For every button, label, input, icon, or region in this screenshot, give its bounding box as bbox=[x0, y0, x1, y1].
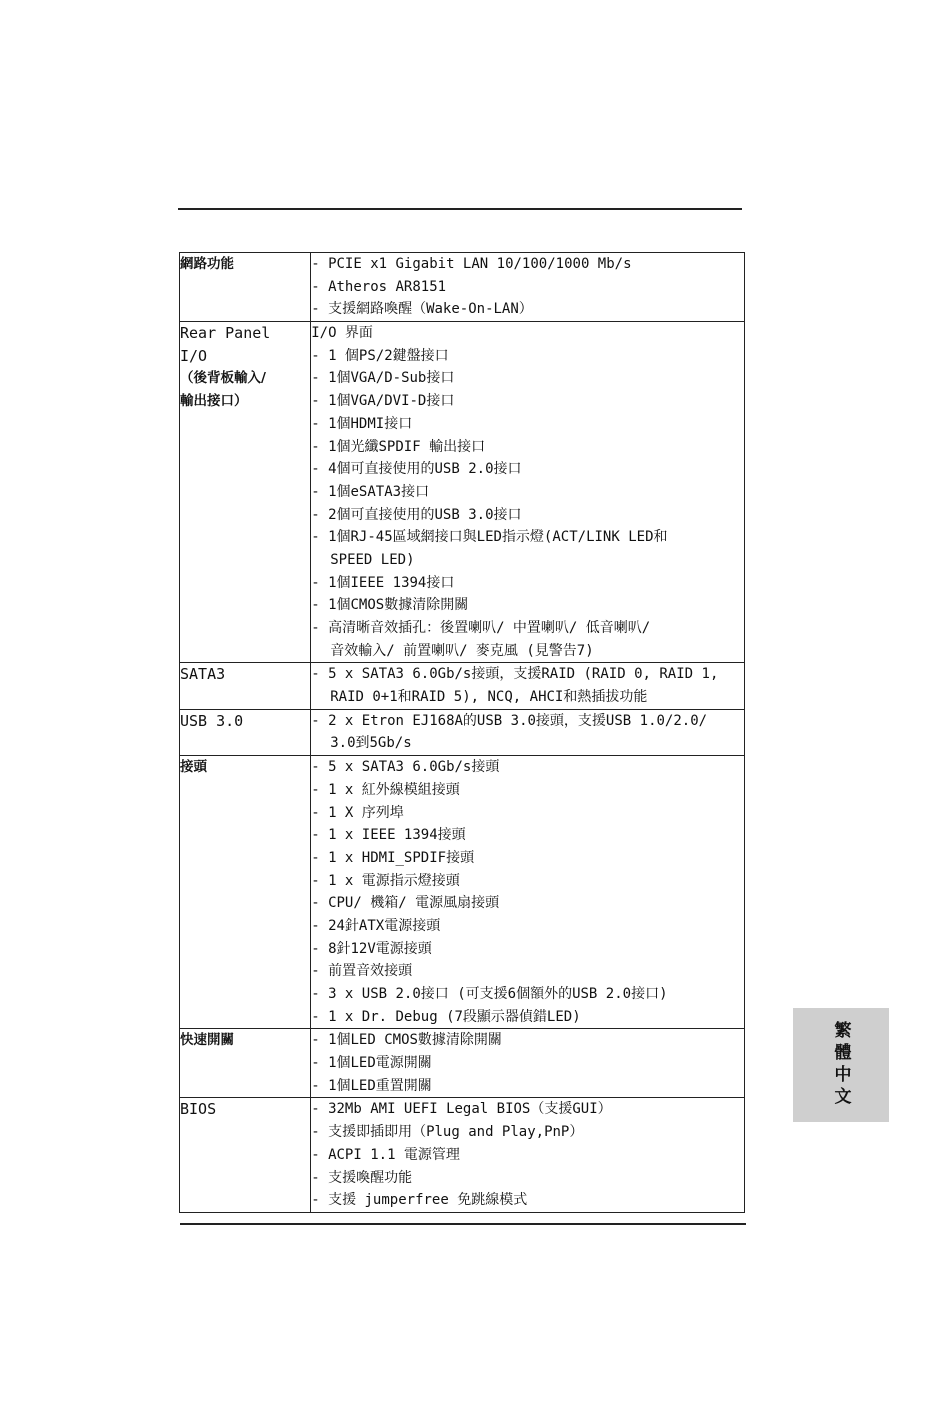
spec-value-line: - CPU/ 機箱/ 電源風扇接頭 bbox=[311, 895, 500, 912]
spec-label: Rear Panel bbox=[180, 324, 271, 343]
spec-label: USB 3.0 bbox=[180, 711, 244, 730]
spec-row bbox=[180, 1098, 745, 1212]
spec-value-line: - 支援即插即用（Plug and Play,PnP） bbox=[311, 1124, 584, 1141]
spec-value-line: - 24針ATX電源接頭 bbox=[311, 917, 441, 934]
spec-value-line: - 1個eSATA3接口 bbox=[311, 483, 430, 500]
spec-value-cell bbox=[311, 1029, 745, 1098]
spec-value-line: - Atheros AR8151 bbox=[311, 278, 447, 295]
spec-value-line: - 前置音效接頭 bbox=[311, 963, 413, 980]
spec-label: （後背板輸入/ bbox=[180, 370, 266, 387]
spec-label-cell bbox=[180, 756, 311, 1029]
spec-value-line: - 1 x 電源指示燈接頭 bbox=[311, 872, 460, 889]
spec-value-line: - 1個HDMI接口 bbox=[311, 415, 413, 432]
spec-value-line: - 1 x 紅外線模組接頭 bbox=[311, 781, 460, 798]
language-side-tab bbox=[793, 1008, 889, 1122]
spec-value-line: - 1個IEEE 1394接口 bbox=[311, 574, 455, 591]
spec-value-cell bbox=[311, 1098, 745, 1212]
spec-row bbox=[180, 253, 745, 322]
spec-value-line: - 1個VGA/D-Sub接口 bbox=[311, 370, 455, 387]
spec-value-cell bbox=[311, 663, 745, 709]
spec-value-cell bbox=[311, 709, 745, 755]
spec-value-line: - 1 x Dr. Debug (7段顯示器偵錯LED) bbox=[311, 1008, 581, 1025]
spec-row bbox=[180, 322, 745, 663]
spec-label-cell bbox=[180, 1098, 311, 1212]
header-rule bbox=[178, 208, 742, 210]
spec-value-line: - 1個CMOS數據清除開關 bbox=[311, 597, 469, 614]
spec-value-line: - 5 x SATA3 6.0Gb/s接頭，支援RAID (RAID 0, RAID 1, bbox=[311, 666, 719, 683]
spec-value-cell bbox=[311, 253, 745, 322]
spec-row bbox=[180, 663, 745, 709]
spec-value-line: - 1個VGA/DVI-D接口 bbox=[311, 393, 455, 410]
spec-value-line: - 支援喚醒功能 bbox=[311, 1169, 413, 1186]
spec-table bbox=[179, 252, 745, 1213]
spec-value-line: - 支援網路喚醒（Wake-On-LAN） bbox=[311, 301, 533, 318]
spec-value-line: - 1 X 序列埠 bbox=[311, 804, 404, 821]
spec-label-cell bbox=[180, 253, 311, 322]
spec-label-cell bbox=[180, 709, 311, 755]
spec-value-line: - 1個LED CMOS數據清除開關 bbox=[311, 1032, 502, 1049]
spec-value-line: - 8針12V電源接頭 bbox=[311, 940, 432, 957]
spec-value-line: - 支援 jumperfree 免跳線模式 bbox=[311, 1192, 528, 1209]
spec-label-cell bbox=[180, 663, 311, 709]
spec-row bbox=[180, 709, 745, 755]
spec-label: SATA3 bbox=[180, 665, 226, 684]
spec-label-cell bbox=[180, 1029, 311, 1098]
spec-value-line: - 1 x IEEE 1394接頭 bbox=[311, 827, 466, 844]
spec-value-line: 3.0到5Gb/s bbox=[330, 735, 412, 752]
spec-label: 接頭 bbox=[180, 759, 207, 776]
spec-value-line: - 1個光纖SPDIF 輸出接口 bbox=[311, 438, 486, 455]
spec-value-line: - 1個LED重置開關 bbox=[311, 1077, 432, 1094]
spec-value-line: - 5 x SATA3 6.0Gb/s接頭 bbox=[311, 759, 500, 776]
spec-value-cell bbox=[311, 756, 745, 1029]
spec-label: 網路功能 bbox=[180, 256, 234, 272]
spec-value-line: - 32Mb AMI UEFI Legal BIOS（支援GUI） bbox=[311, 1101, 612, 1118]
spec-label: 快速開關 bbox=[180, 1032, 234, 1049]
spec-value-line: - 2 x Etron EJ168A的USB 3.0接頭，支援USB 1.0/2.0/ bbox=[311, 712, 708, 729]
spec-value-line: - 1 x HDMI_SPDIF接頭 bbox=[311, 849, 475, 866]
spec-value-line: - 4個可直接使用的USB 2.0接口 bbox=[311, 461, 522, 478]
spec-label: 輸出接口） bbox=[180, 392, 248, 409]
spec-value-line: - 1個RJ-45區域網接口與LED指示燈(ACT/LINK LED和 bbox=[311, 529, 668, 546]
spec-value-line: - PCIE x1 Gigabit LAN 10/100/1000 Mb/s bbox=[311, 256, 632, 272]
spec-value-cell bbox=[311, 322, 745, 663]
language-side-tab-label: 繁體中文 bbox=[830, 1021, 851, 1109]
spec-row bbox=[180, 1029, 745, 1098]
spec-value-line: - 1 個PS/2鍵盤接口 bbox=[311, 347, 449, 364]
spec-value-line: - 1個LED電源開關 bbox=[311, 1055, 432, 1072]
spec-label: I/O bbox=[180, 346, 208, 365]
spec-value-line: RAID 0+1和RAID 5), NCQ, AHCI和熱插拔功能 bbox=[330, 689, 648, 706]
spec-row bbox=[180, 756, 745, 1029]
spec-label-cell bbox=[180, 322, 311, 663]
spec-value-line: SPEED LED) bbox=[330, 551, 415, 568]
spec-value-line: - ACPI 1.1 電源管理 bbox=[311, 1146, 460, 1163]
spec-value-line: - 2個可直接使用的USB 3.0接口 bbox=[311, 506, 522, 523]
spec-value-line: - 高清晰音效插孔：後置喇叭/ 中置喇叭/ 低音喇叭/ bbox=[311, 620, 651, 636]
spec-value-line: I/O 界面 bbox=[311, 325, 373, 342]
spec-value-line: - 3 x USB 2.0接口 (可支援6個額外的USB 2.0接口) bbox=[311, 986, 668, 1002]
spec-value-line: 音效輸入/ 前置喇叭/ 麥克風 (見警告7) bbox=[330, 642, 594, 659]
spec-label: BIOS bbox=[180, 1100, 217, 1119]
footer-rule bbox=[180, 1223, 746, 1225]
